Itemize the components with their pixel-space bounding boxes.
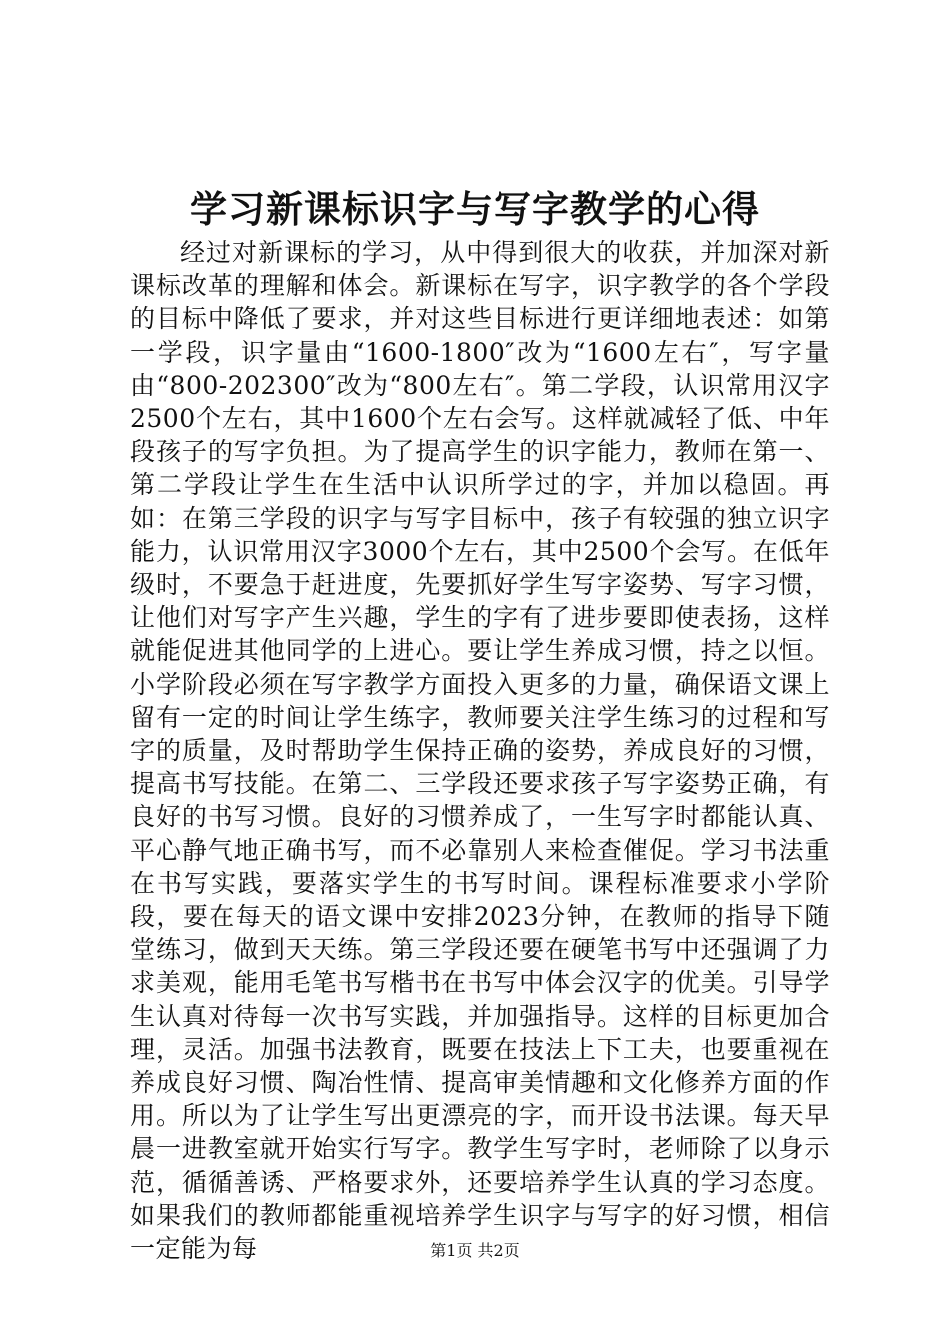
body-paragraph: 经过对新课标的学习，从中得到很大的收获，并加深对新课标改革的理解和体会。新课标在写字，识字教学的各个学段的目标中降低了要求，并对这些目标进行更详细地表述：如第一学段，识字量由“1600-1800″改为“1600左右″，写字量由“800-202300″改为“800左右″。第二学段，认识常用汉字2500个左右，其中1600个左右会写。这样就减轻了低、中年段孩子的写字负担。为了提高学生的识字能力，教师在第一、第二学段让学生在生活中认识所学过的字，并加以稳固。再如：在第三学段的识字与写字目标中，孩子有较强的独立识字能力，认识常用汉字3000个左右，其中2500个会写。在低年级时，不要急于赶进度，先要抓好学生写字姿势、写字习惯，让他们对写字产生兴趣，学生的字有了进步要即使表扬，这样就能促进其他同学的上进心。要让学生养成习惯，持之以恒。小学阶段必须在写字教学方面投入更多的力量，确保语文课上留有一定的时间让学生练字，教师要关注学生练习的过程和写字的质量，及时帮助学生保持正确的姿势，养成良好的习惯，提高书写技能。在第二、三学段还要求孩子写字姿势正确，有良好的书写习惯。良好的习惯养成了，一生写字时都能认真、平心静气地正确书写，而不必靠别人来检查催促。学习书法重在书写实践，要落实学生的书写时间。课程标准要求小学阶段，要在每天的语文课中安排2023分钟，在教师的指导下随堂练习，做到天天练。第三学段还要在硬笔书写中还强调了力求美观，能用毛笔书写楷书在书写中体会汉字的优美。引导学生认真对待每一次书写实践，并加强指导。这样的目标更加合理，灵活。加强书法教育，既要在技法上下工夫，也要重视在养成良好习惯、陶冶性情、提高审美情趣和文化修养方面的作用。所以为了让学生写出更漂亮的字，而开设书法课。每天早晨一进教室就开始实行写字。教学生写字时，老师除了以身示范，循循善诱、严格要求外，还要培养学生认真的学习态度。如果我们的教师都能重视培养学生识字与写字的好习惯，相信一定能为每 xyxy=(130,238,830,1264)
document-title: 学习新课标识字与写字教学的心得 xyxy=(190,187,760,231)
page-footer: 第1页 共2页 xyxy=(430,1241,520,1260)
